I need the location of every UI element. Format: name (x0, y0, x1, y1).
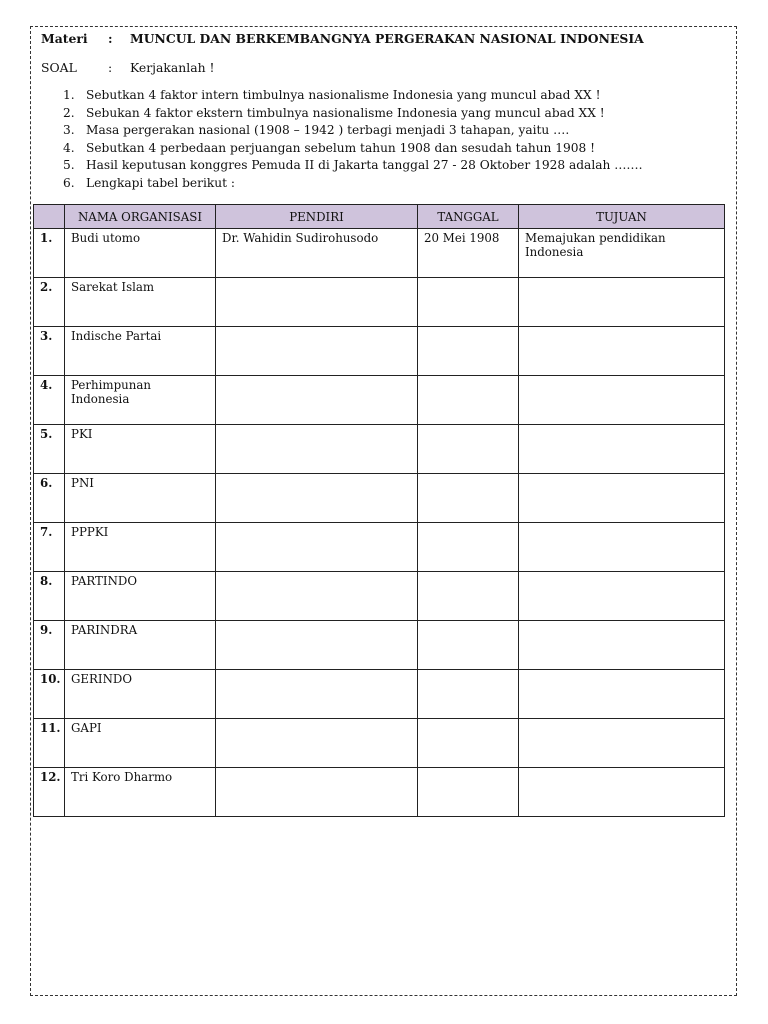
cell-pendiri[interactable] (216, 621, 418, 670)
cell-tanggal[interactable] (418, 621, 519, 670)
cell-nama-organisasi: PKI (65, 425, 216, 474)
cell-tanggal[interactable]: 20 Mei 1908 (418, 229, 519, 278)
table-row (34, 719, 725, 768)
cell-pendiri[interactable] (216, 719, 418, 768)
cell-tanggal[interactable] (418, 572, 519, 621)
cell-pendiri[interactable] (216, 670, 418, 719)
header-nama-organisasi: NAMA ORGANISASI (65, 205, 216, 229)
cell-nama-organisasi: GAPI (65, 719, 216, 768)
table-row (34, 278, 725, 327)
materi-label: Materi (41, 31, 88, 46)
table-row (34, 621, 725, 670)
table-row (34, 572, 725, 621)
header-tujuan: TUJUAN (519, 205, 725, 229)
cell-no: 11. (34, 719, 65, 768)
cell-tujuan[interactable] (519, 278, 725, 327)
cell-no: 2. (34, 278, 65, 327)
organization-table (33, 204, 725, 817)
cell-no: 6. (34, 474, 65, 523)
cell-pendiri[interactable] (216, 425, 418, 474)
cell-pendiri[interactable] (216, 474, 418, 523)
question-text: Sebukan 4 faktor ekstern timbulnya nasionalisme Indonesia yang muncul abad XX ! (86, 106, 605, 120)
cell-tujuan[interactable]: Memajukan pendidikan Indonesia (519, 229, 725, 278)
header-tanggal: TANGGAL (418, 205, 519, 229)
question-text: Masa pergerakan nasional (1908 – 1942 ) terbagi menjadi 3 tahapan, yaitu …. (86, 123, 570, 137)
cell-no: 12. (34, 768, 65, 817)
cell-tujuan[interactable] (519, 572, 725, 621)
cell-nama-organisasi: PNI (65, 474, 216, 523)
question-text: Hasil keputusan konggres Pemuda II di Jakarta tanggal 27 - 28 Oktober 1928 adalah ……. (86, 158, 643, 172)
header-no (34, 205, 65, 229)
cell-tanggal[interactable] (418, 768, 519, 817)
cell-tanggal[interactable] (418, 327, 519, 376)
cell-no: 3. (34, 327, 65, 376)
cell-pendiri[interactable] (216, 376, 418, 425)
cell-tanggal[interactable] (418, 670, 519, 719)
cell-tujuan[interactable] (519, 425, 725, 474)
cell-tanggal[interactable] (418, 376, 519, 425)
cell-pendiri[interactable] (216, 768, 418, 817)
cell-pendiri[interactable] (216, 572, 418, 621)
cell-no: 9. (34, 621, 65, 670)
cell-tujuan[interactable] (519, 621, 725, 670)
question-number: 3. (63, 123, 75, 137)
cell-no: 8. (34, 572, 65, 621)
cell-nama-organisasi: Perhimpunan Indonesia (65, 376, 216, 425)
table-row (34, 523, 725, 572)
table-row (34, 327, 725, 376)
cell-tujuan[interactable] (519, 327, 725, 376)
question-number: 6. (63, 176, 75, 190)
cell-pendiri[interactable]: Dr. Wahidin Sudirohusodo (216, 229, 418, 278)
soal-label: SOAL (41, 60, 77, 75)
materi-separator: : (108, 31, 113, 46)
table-header-row (34, 205, 725, 229)
table-row (34, 474, 725, 523)
question-text: Lengkapi tabel berikut : (86, 176, 235, 190)
soal-separator: : (108, 60, 113, 75)
cell-tujuan[interactable] (519, 670, 725, 719)
cell-nama-organisasi: PARTINDO (65, 572, 216, 621)
table-row (34, 768, 725, 817)
cell-tanggal[interactable] (418, 474, 519, 523)
cell-nama-organisasi: Sarekat Islam (65, 278, 216, 327)
cell-no: 10. (34, 670, 65, 719)
cell-tanggal[interactable] (418, 523, 519, 572)
cell-tujuan[interactable] (519, 768, 725, 817)
cell-pendiri[interactable] (216, 327, 418, 376)
cell-nama-organisasi: Budi utomo (65, 229, 216, 278)
table-row (34, 376, 725, 425)
cell-tanggal[interactable] (418, 719, 519, 768)
question-text: Sebutkan 4 faktor intern timbulnya nasionalisme Indonesia yang muncul abad XX ! (86, 88, 601, 102)
header-pendiri: PENDIRI (216, 205, 418, 229)
soal-instruction: Kerjakanlah ! (130, 60, 215, 75)
cell-tujuan[interactable] (519, 474, 725, 523)
question-number: 1. (63, 88, 75, 102)
cell-pendiri[interactable] (216, 278, 418, 327)
cell-no: 1. (34, 229, 65, 278)
cell-nama-organisasi: Indische Partai (65, 327, 216, 376)
cell-no: 4. (34, 376, 65, 425)
cell-no: 5. (34, 425, 65, 474)
cell-tanggal[interactable] (418, 278, 519, 327)
cell-nama-organisasi: PARINDRA (65, 621, 216, 670)
cell-tanggal[interactable] (418, 425, 519, 474)
question-number: 2. (63, 106, 75, 120)
table-row (34, 229, 725, 278)
table-row (34, 670, 725, 719)
cell-pendiri[interactable] (216, 523, 418, 572)
cell-nama-organisasi: Tri Koro Dharmo (65, 768, 216, 817)
cell-tujuan[interactable] (519, 719, 725, 768)
cell-tujuan[interactable] (519, 523, 725, 572)
question-text: Sebutkan 4 perbedaan perjuangan sebelum tahun 1908 dan sesudah tahun 1908 ! (86, 141, 596, 155)
cell-no: 7. (34, 523, 65, 572)
question-number: 4. (63, 141, 75, 155)
cell-nama-organisasi: PPPKI (65, 523, 216, 572)
table-row (34, 425, 725, 474)
cell-tujuan[interactable] (519, 376, 725, 425)
cell-nama-organisasi: GERINDO (65, 670, 216, 719)
question-number: 5. (63, 158, 75, 172)
materi-title: MUNCUL DAN BERKEMBANGNYA PERGERAKAN NASIONAL INDONESIA (130, 31, 644, 46)
